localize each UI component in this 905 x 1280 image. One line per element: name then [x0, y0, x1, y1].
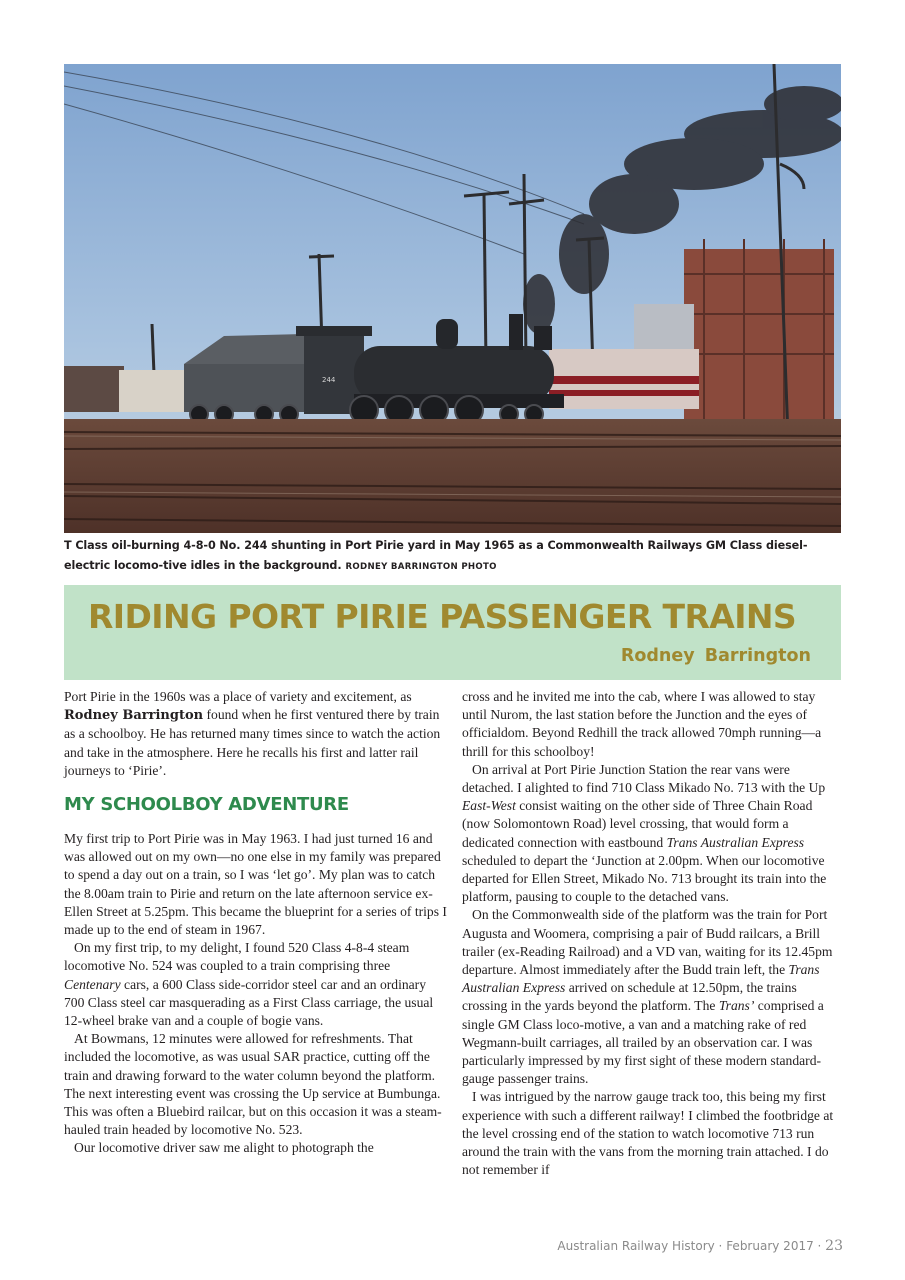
c2p3-italic-2: Trans’: [718, 998, 755, 1014]
title-banner: [64, 585, 841, 680]
intro-author-name: Rodney Barrington: [64, 708, 204, 724]
p2-text-b: cars, a 600 Class side-corridor steel car and an ordinary 700 Class steel car masquerading as a First Class carriage, the usual 12-wheel brake van and a couple of bogie vans.: [64, 976, 434, 1029]
c2p2-text-b: consist waiting on the other side of Three Chain Road (now Solomontown Road) level crossing, that would form a dedicated connection with eastbound: [462, 798, 813, 850]
section-heading: MY SCHOOLBOY ADVENTURE: [64, 794, 349, 816]
loco-number-plate: 244: [322, 376, 336, 384]
photo-caption: [64, 536, 844, 577]
page-footer: [557, 1238, 843, 1254]
c2p2-text-a: On arrival at Port Pirie Junction Station the rear vans were detached. I alighted to find 710 Class Mikado No. 713 with the Up: [462, 761, 826, 796]
c2p3-text-c: comprised a single GM Class loco-motive, a van and a matching rake of red Wegmann-built carriages, all trailed by an observation car. I was particularly impressed by my first sight of these modern standard-gauge passenger trains.: [462, 998, 824, 1087]
article-title: RIDING PORT PIRIE PASSENGER TRAINS: [88, 597, 797, 636]
c2p3-text-a: On the Commonwealth side of the platform was the train for Port Augusta and Woomera, comprising a pair of Budd railcars, a Brill trailer (ex-Reading Railroad) and a VD van, waiting for its 12.45pm departure. Almost immediately after the Budd train left, the: [462, 907, 833, 978]
author-byline: Rodney Barrington: [620, 646, 811, 666]
article-column-left: [64, 688, 448, 1158]
caption-text: T Class oil-burning 4-8-0 No. 244 shunting in Port Pirie yard in May 1965 as a Commonwealth Railways GM Class diesel-electric locomo-tive idles in the background.: [64, 539, 808, 572]
body-paragraph-3: At Bowmans, 12 minutes were allowed for refreshments. That included the locomotive, as was usual SAR practice, cutting off the train and drawing forward to the water column beyond the platform. The next interesting event was crossing the Up service at Bumbunga. This was often a Bluebird railcar, but on this occasion it was a steam-hauled train headed by locomotive No. 523.: [64, 1031, 442, 1138]
p2-italic: Centenary: [64, 976, 121, 992]
intro-text-start: Port Pirie in the 1960s was a place of variety and excitement, as: [64, 689, 412, 704]
publication-info: Australian Railway History · February 2017 ·: [557, 1239, 826, 1253]
photo-illustration: [64, 64, 841, 533]
c2p3-italic-1: Trans Australian Express: [462, 962, 820, 996]
locomotive-photo: [64, 64, 841, 533]
c2p2-italic-1: East-West: [462, 798, 516, 814]
body-paragraph-1: My first trip to Port Pirie was in May 1963. I had just turned 16 and was allowed out on my own—no one else in my family was prepared to spend a day out on a train, so I was ‘let go’. My plan was to catch the 8.00am train to Pirie and return on the late afternoon service ex-Ellen Street at 5.25pm. This became the blueprint for a series of trips I made up to the end of steam in 1967.: [64, 831, 447, 938]
intro-text-end: found when he first ventured there by train as a schoolboy. He has returned many times since to watch the action and take in the atmosphere. Here he recalls his first and latter rail journeys to ‘Pirie’.: [64, 707, 441, 778]
body-paragraph-7: [462, 906, 842, 1088]
photo-credit: RODNEY BARRINGTON PHOTO: [345, 561, 497, 572]
body-paragraph-2: [64, 939, 448, 1030]
body-paragraph-8: I was intrigued by the narrow gauge track too, this being my first experience with such a different railway! I climbed the footbridge at the level crossing end of the station to watch locomotive 713 run around the train with the vans from the morning train attached. I do not remember if: [462, 1089, 834, 1178]
body-paragraph-4: Our locomotive driver saw me alight to photograph the: [74, 1140, 374, 1156]
body-paragraph-5: cross and he invited me into the cab, where I was allowed to stay until Nurom, the last station before the Junction and the eyes of officialdom. Beyond Redhill the track allowed 70mph running—a thrill for this schoolboy!: [462, 689, 822, 759]
intro-paragraph: [64, 688, 448, 780]
p2-text-a: On my first trip, to my delight, I found 520 Class 4-8-4 steam locomotive No. 524 was coupled to a train comprising three: [64, 940, 410, 974]
article-column-right: [462, 688, 842, 1179]
c2p2-text-c: scheduled to depart the ‘Junction at 2.00pm. When our locomotive departed for Ellen Street, Mikado No. 713 brought its train into the platform, pausing to couple to the detached vans.: [462, 852, 827, 905]
c2p3-text-b: arrived on schedule at 12.50pm, the trains crossing in the yards beyond the platform. The: [462, 980, 797, 1014]
page-number: 23: [825, 1238, 843, 1254]
body-paragraph-6: [462, 761, 842, 907]
c2p2-italic-2: Trans Australian Express: [666, 834, 805, 850]
